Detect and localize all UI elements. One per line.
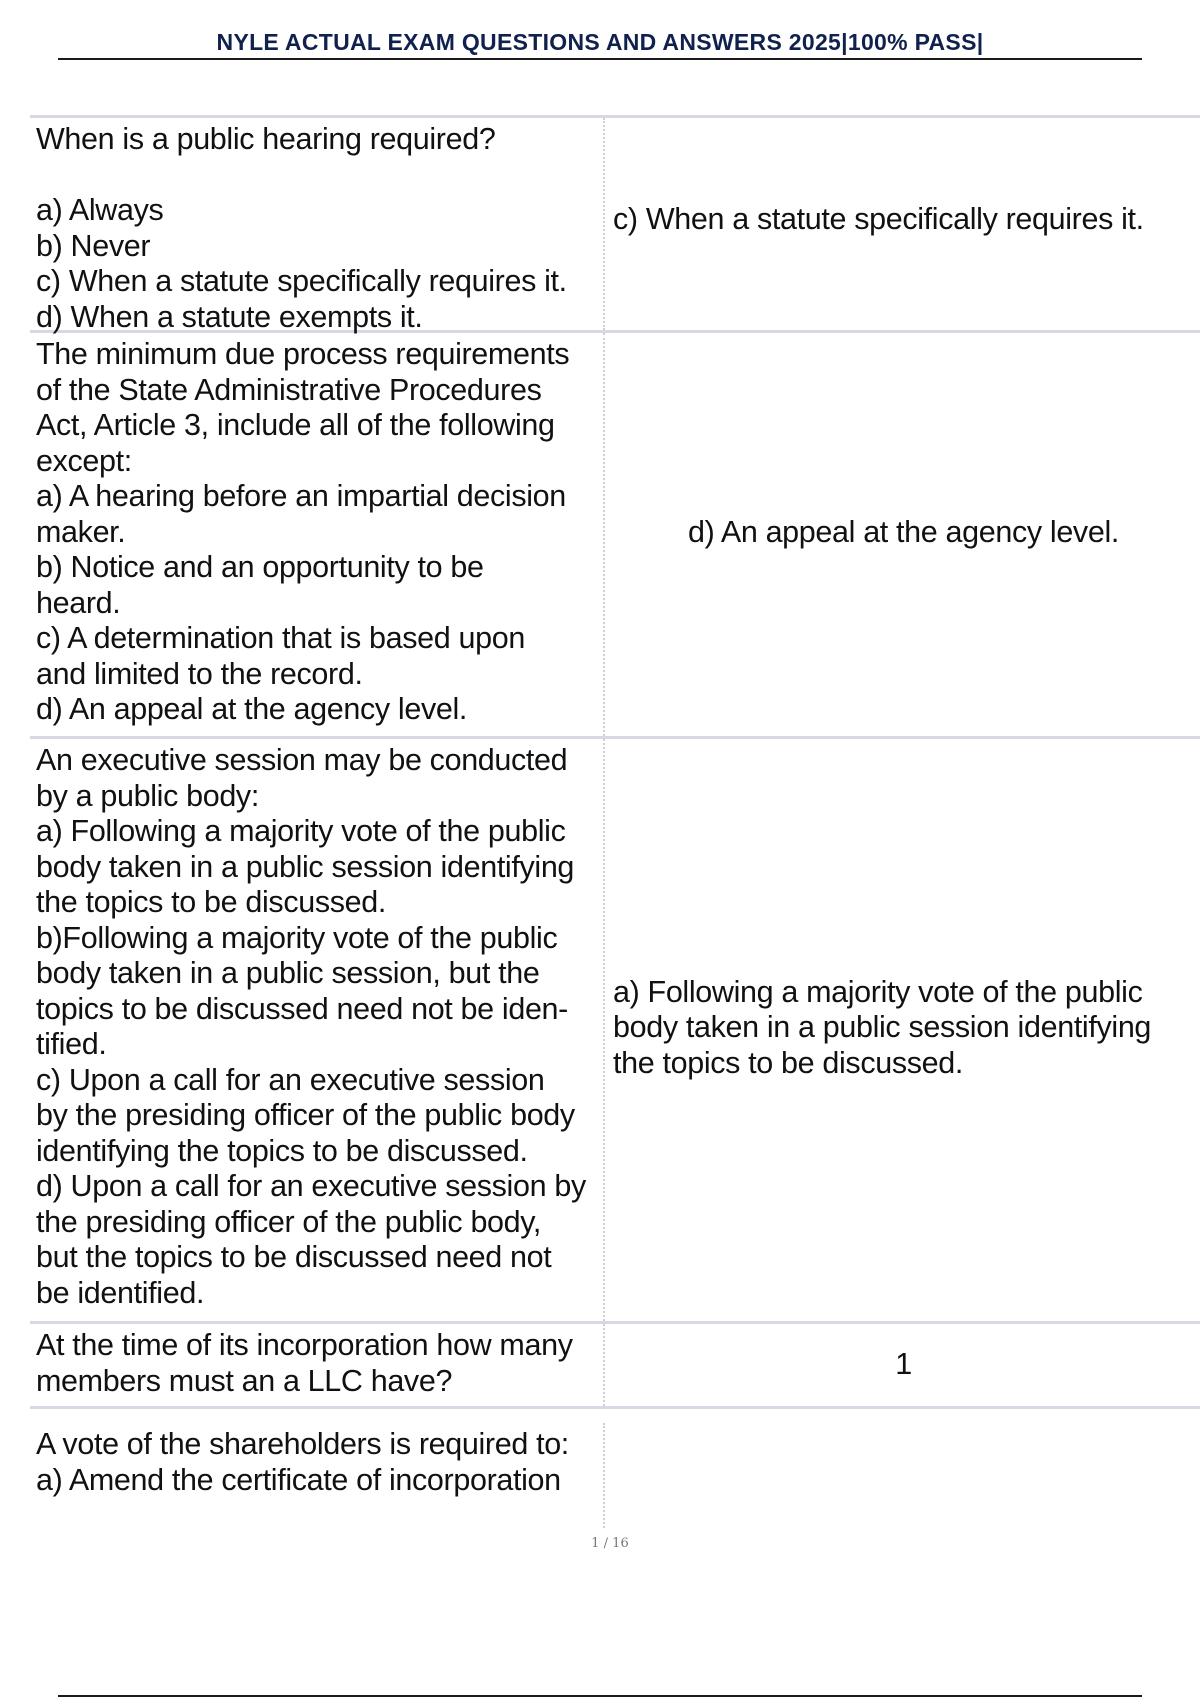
page-number: 1 / 16: [591, 1536, 629, 1551]
footer-divider: [58, 1695, 1142, 1697]
question-cell: When is a public hearing required? a) Always b) Never c) When a statute specifically requires it. d) When a statute exempts it.: [30, 118, 605, 330]
table-row: [30, 1406, 1200, 1528]
answer-cell: a) Following a majority vote of the public body taken in a public session identifying the topics to be discussed.: [613, 974, 1152, 1080]
question-cell: At the time of its incorporation how many members must an a LLC have?: [30, 1324, 605, 1406]
page-title: NYLE ACTUAL EXAM QUESTIONS AND ANSWERS 2025|100% PASS|: [58, 28, 1142, 60]
answer-cell: d) An appeal at the agency level.: [687, 514, 1119, 549]
answer-cell: c) When a statute specifically requires it.: [613, 202, 1144, 237]
answer-cell: [605, 1423, 1200, 1528]
qa-table: [30, 115, 1200, 1528]
table-row: [30, 115, 1200, 334]
table-row: [30, 1321, 1200, 1406]
question-cell: A vote of the shareholders is required to: a) Amend the certificate of incorporation: [30, 1423, 605, 1528]
question-cell: An executive session may be conducted by a public body: a) Following a majority vote of the public body taken in a public session identifying the topics to be discussed. b)Following a majority vote of the public body taken in a public session, but the topics to be discussed need not be iden- tified. c) Upon a call for an executive session by the presiding officer of the public body identifying the topics to be discussed. d) Upon a call for an executive session by the presiding officer of the public body, but the topics to be discussed need not be identified.: [30, 739, 605, 1321]
answer-cell: 1: [895, 1347, 912, 1382]
table-row: [30, 330, 1200, 736]
table-row: [30, 736, 1200, 1321]
question-cell: The minimum due process requirements of the State Administrative Procedures Act, Article 3, include all of the following except: a) A hearing before an impartial decision maker. b) Notice and an opportunity to be heard. c) A determination that is based upon and limited to the record. d) An appeal at the agency level.: [30, 333, 605, 736]
